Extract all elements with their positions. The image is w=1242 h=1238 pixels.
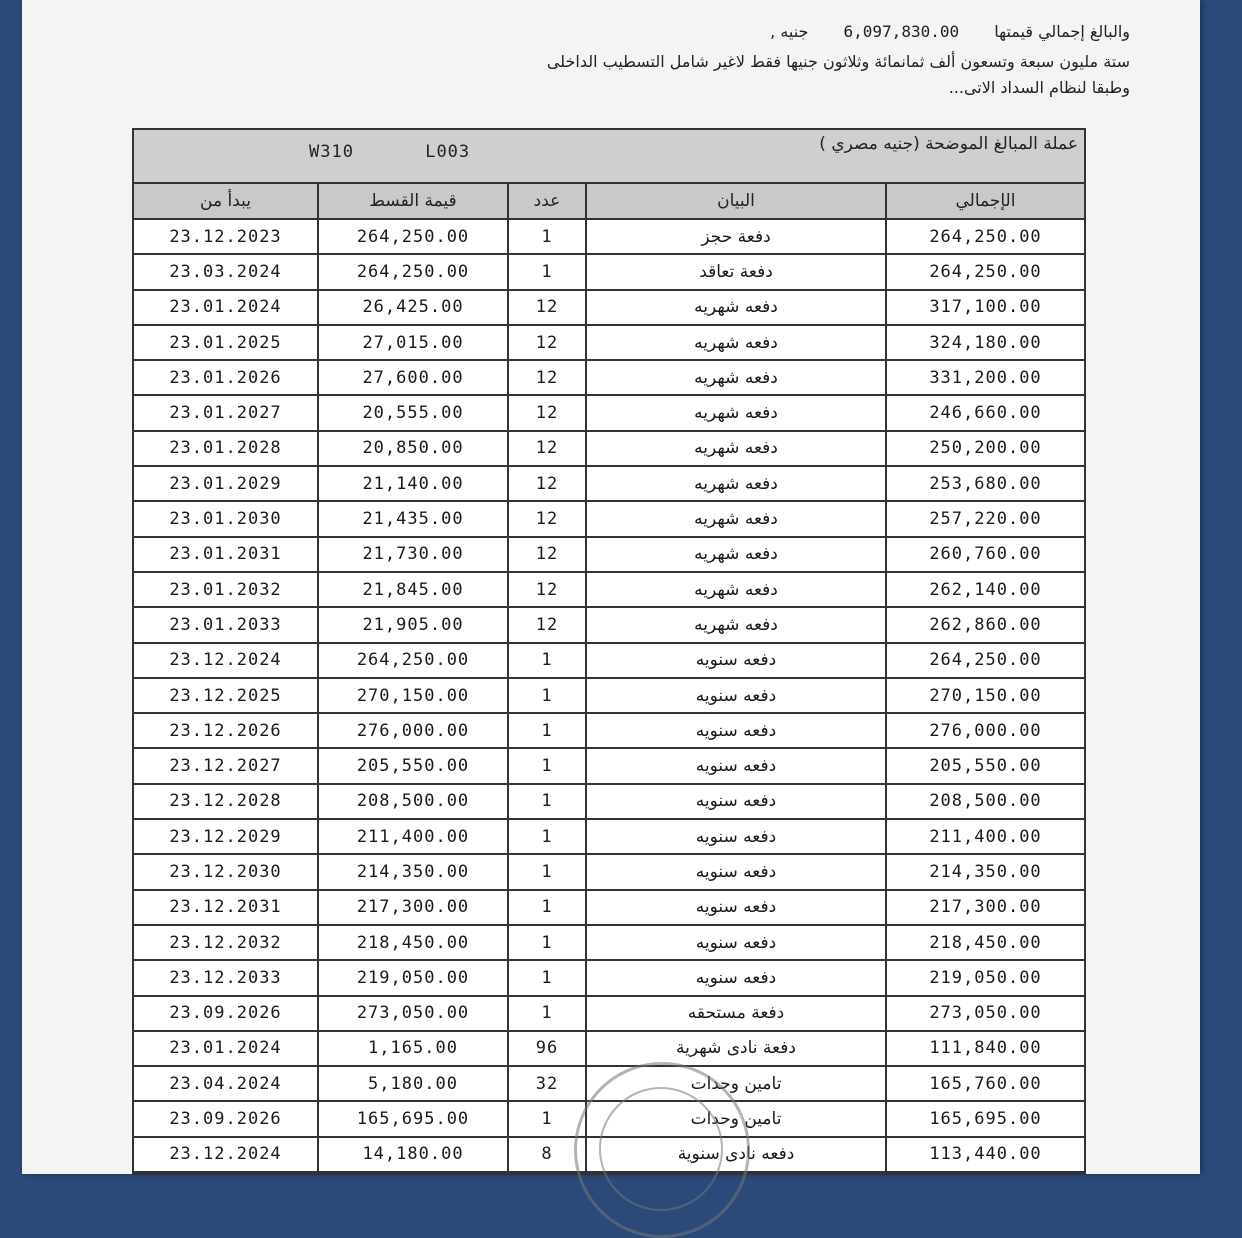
cell-installment: 218,450.00 xyxy=(319,926,509,961)
cell-count: 1 xyxy=(509,926,587,961)
cell-start: 23.12.2033 xyxy=(134,961,319,996)
cell-installment: 264,250.00 xyxy=(319,220,509,255)
cell-description: دفعه سنويه xyxy=(587,749,887,784)
cell-start: 23.01.2030 xyxy=(134,502,319,537)
cell-total: 260,760.00 xyxy=(887,538,1084,573)
cell-installment: 217,300.00 xyxy=(319,891,509,926)
cell-installment: 5,180.00 xyxy=(319,1067,509,1102)
unit-code: L003 xyxy=(425,142,471,162)
total-amount-label: والبالغ إجمالي قيمتها xyxy=(994,22,1130,41)
cell-description: دفعه سنويه xyxy=(587,926,887,961)
cell-count: 12 xyxy=(509,291,587,326)
header-description: البيان xyxy=(587,184,887,220)
cell-count: 1 xyxy=(509,997,587,1032)
cell-description: دفعه شهريه xyxy=(587,502,887,537)
unit-codes xyxy=(309,142,530,162)
cell-start: 23.09.2026 xyxy=(134,997,319,1032)
cell-installment: 208,500.00 xyxy=(319,785,509,820)
cell-description: دفعة نادى شهرية xyxy=(587,1032,887,1067)
cell-installment: 219,050.00 xyxy=(319,961,509,996)
cell-description: دفعه سنويه xyxy=(587,679,887,714)
cell-start: 23.01.2028 xyxy=(134,432,319,467)
cell-total: 264,250.00 xyxy=(887,255,1084,290)
cell-total: 113,440.00 xyxy=(887,1138,1084,1173)
header-start: يبدأ من xyxy=(134,184,319,220)
cell-total: 276,000.00 xyxy=(887,714,1084,749)
cell-start: 23.01.2027 xyxy=(134,396,319,431)
cell-total: 205,550.00 xyxy=(887,749,1084,784)
cell-total: 270,150.00 xyxy=(887,679,1084,714)
cell-count: 1 xyxy=(509,785,587,820)
cell-installment: 27,015.00 xyxy=(319,326,509,361)
cell-installment: 273,050.00 xyxy=(319,997,509,1032)
cell-total: 208,500.00 xyxy=(887,785,1084,820)
total-amount-line xyxy=(770,22,1130,41)
cell-start: 23.01.2029 xyxy=(134,467,319,502)
header-count: عدد xyxy=(509,184,587,220)
cell-description: دفعه شهريه xyxy=(587,432,887,467)
cell-count: 12 xyxy=(509,608,587,643)
cell-description: دفعه سنويه xyxy=(587,961,887,996)
cell-installment: 21,435.00 xyxy=(319,502,509,537)
cell-description: دفعه شهريه xyxy=(587,361,887,396)
cell-installment: 276,000.00 xyxy=(319,714,509,749)
cell-start: 23.12.2026 xyxy=(134,714,319,749)
cell-count: 12 xyxy=(509,502,587,537)
cell-start: 23.09.2026 xyxy=(134,1102,319,1137)
cell-description: دفعه سنويه xyxy=(587,785,887,820)
cell-count: 32 xyxy=(509,1067,587,1102)
cell-total: 165,760.00 xyxy=(887,1067,1084,1102)
cell-description: دفعه سنويه xyxy=(587,644,887,679)
cell-description: دفعة تعاقد xyxy=(587,255,887,290)
cell-total: 217,300.00 xyxy=(887,891,1084,926)
cell-description: دفعه سنويه xyxy=(587,714,887,749)
cell-count: 1 xyxy=(509,679,587,714)
cell-count: 12 xyxy=(509,432,587,467)
cell-description: دفعه شهريه xyxy=(587,573,887,608)
cell-count: 12 xyxy=(509,573,587,608)
cell-total: 273,050.00 xyxy=(887,997,1084,1032)
amount-in-words: ستة مليون سبعة وتسعون ألف ثمانمائة وثلاثون جنيها فقط لاغير شامل التسطيب الداخلى xyxy=(546,52,1130,71)
cell-description: تامين وحدات xyxy=(587,1102,887,1137)
cell-start: 23.01.2032 xyxy=(134,573,319,608)
cell-installment: 20,555.00 xyxy=(319,396,509,431)
cell-description: دفعه شهريه xyxy=(587,538,887,573)
cell-start: 23.12.2024 xyxy=(134,644,319,679)
cell-start: 23.12.2031 xyxy=(134,891,319,926)
table-title-bar xyxy=(134,130,1084,184)
cell-description: دفعه شهريه xyxy=(587,467,887,502)
cell-description: دفعه شهريه xyxy=(587,326,887,361)
cell-start: 23.01.2033 xyxy=(134,608,319,643)
cell-count: 96 xyxy=(509,1032,587,1067)
cell-total: 262,140.00 xyxy=(887,573,1084,608)
cell-total: 317,100.00 xyxy=(887,291,1084,326)
cell-start: 23.01.2025 xyxy=(134,326,319,361)
currency-note: عملة المبالغ الموضحة (جنيه مصري ) xyxy=(819,134,1078,154)
cell-installment: 214,350.00 xyxy=(319,855,509,890)
cell-count: 12 xyxy=(509,467,587,502)
cell-description: دفعه شهريه xyxy=(587,608,887,643)
cell-total: 264,250.00 xyxy=(887,220,1084,255)
cell-total: 262,860.00 xyxy=(887,608,1084,643)
cell-count: 8 xyxy=(509,1138,587,1173)
table-grid xyxy=(134,184,1084,1173)
total-amount-value: 6,097,830.00 xyxy=(843,22,960,41)
cell-installment: 27,600.00 xyxy=(319,361,509,396)
cell-start: 23.04.2024 xyxy=(134,1067,319,1102)
cell-total: 219,050.00 xyxy=(887,961,1084,996)
cell-description: دفعه سنويه xyxy=(587,891,887,926)
cell-count: 1 xyxy=(509,255,587,290)
payment-schedule-table xyxy=(132,128,1086,1175)
cell-count: 1 xyxy=(509,714,587,749)
cell-installment: 21,845.00 xyxy=(319,573,509,608)
cell-count: 12 xyxy=(509,538,587,573)
document-page xyxy=(22,0,1200,1174)
cell-installment: 264,250.00 xyxy=(319,255,509,290)
cell-start: 23.12.2028 xyxy=(134,785,319,820)
cell-description: دفعة مستحقه xyxy=(587,997,887,1032)
cell-description: دفعة حجز xyxy=(587,220,887,255)
cell-start: 23.12.2032 xyxy=(134,926,319,961)
cell-count: 1 xyxy=(509,644,587,679)
cell-count: 12 xyxy=(509,361,587,396)
cell-total: 253,680.00 xyxy=(887,467,1084,502)
cell-total: 331,200.00 xyxy=(887,361,1084,396)
cell-description: دفعه سنويه xyxy=(587,820,887,855)
cell-total: 214,350.00 xyxy=(887,855,1084,890)
cell-installment: 165,695.00 xyxy=(319,1102,509,1137)
cell-count: 1 xyxy=(509,891,587,926)
cell-installment: 264,250.00 xyxy=(319,644,509,679)
cell-installment: 211,400.00 xyxy=(319,820,509,855)
cell-installment: 26,425.00 xyxy=(319,291,509,326)
cell-installment: 21,140.00 xyxy=(319,467,509,502)
cell-start: 23.01.2026 xyxy=(134,361,319,396)
company-stamp xyxy=(574,1062,750,1238)
cell-start: 23.12.2024 xyxy=(134,1138,319,1173)
cell-start: 23.12.2029 xyxy=(134,820,319,855)
cell-total: 211,400.00 xyxy=(887,820,1084,855)
cell-total: 324,180.00 xyxy=(887,326,1084,361)
building-code: W310 xyxy=(309,142,354,162)
cell-count: 1 xyxy=(509,961,587,996)
cell-start: 23.01.2031 xyxy=(134,538,319,573)
cell-description: دفعه شهريه xyxy=(587,291,887,326)
cell-start: 23.01.2024 xyxy=(134,1032,319,1067)
cell-total: 250,200.00 xyxy=(887,432,1084,467)
cell-installment: 20,850.00 xyxy=(319,432,509,467)
cell-total: 264,250.00 xyxy=(887,644,1084,679)
cell-start: 23.12.2023 xyxy=(134,220,319,255)
cell-installment: 21,905.00 xyxy=(319,608,509,643)
cell-total: 165,695.00 xyxy=(887,1102,1084,1137)
cell-count: 1 xyxy=(509,855,587,890)
cell-start: 23.03.2024 xyxy=(134,255,319,290)
cell-installment: 14,180.00 xyxy=(319,1138,509,1173)
cell-count: 12 xyxy=(509,396,587,431)
cell-total: 257,220.00 xyxy=(887,502,1084,537)
cell-installment: 270,150.00 xyxy=(319,679,509,714)
cell-start: 23.01.2024 xyxy=(134,291,319,326)
cell-description: دفعه سنويه xyxy=(587,855,887,890)
cell-description: تامين وحدات xyxy=(587,1067,887,1102)
cell-description: دفعه نادى سنوية xyxy=(587,1138,887,1173)
cell-start: 23.12.2030 xyxy=(134,855,319,890)
cell-start: 23.12.2025 xyxy=(134,679,319,714)
cell-count: 1 xyxy=(509,220,587,255)
cell-count: 1 xyxy=(509,749,587,784)
header-total: الإجمالي xyxy=(887,184,1084,220)
cell-total: 246,660.00 xyxy=(887,396,1084,431)
header-installment: قيمة القسط xyxy=(319,184,509,220)
payment-system-note: وطبقا لنظام السداد الاتى... xyxy=(948,78,1130,97)
cell-installment: 205,550.00 xyxy=(319,749,509,784)
cell-total: 111,840.00 xyxy=(887,1032,1084,1067)
total-amount-unit: جنيه , xyxy=(770,22,809,41)
cell-total: 218,450.00 xyxy=(887,926,1084,961)
cell-description: دفعه شهريه xyxy=(587,396,887,431)
cell-installment: 1,165.00 xyxy=(319,1032,509,1067)
cell-start: 23.12.2027 xyxy=(134,749,319,784)
cell-installment: 21,730.00 xyxy=(319,538,509,573)
cell-count: 12 xyxy=(509,326,587,361)
cell-count: 1 xyxy=(509,820,587,855)
cell-count: 1 xyxy=(509,1102,587,1137)
